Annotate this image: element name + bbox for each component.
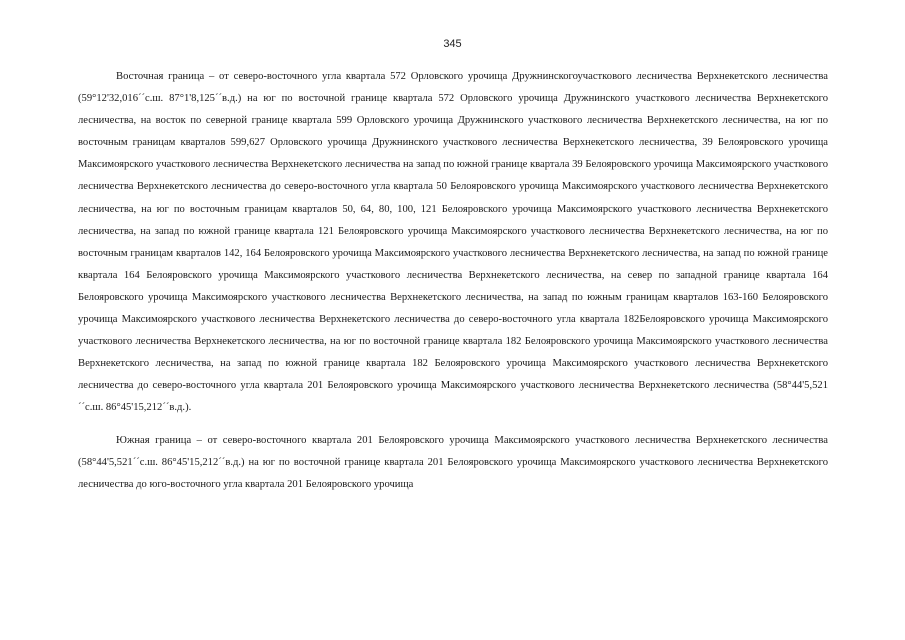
paragraph-eastern-boundary: Восточная граница – от северо-восточного угла квартала 572 Орловского урочища Дружнинскогоучасткового лесничества Верхнекетского лесничества (59°12'32,016´´с.ш. 87°1'8,125´´в.д.) на юг по восточной границе квартала 572 Орловского урочища Дружнинского участкового лесничества Верхнекетского лесничества, на восток по северной границе квартала 599 Орловского урочища Дружнинского участкового лесничества Верхнекетского лесничества, на юг по восточным границам кварталов 599,627 Орловского урочища Дружнинского участкового лесничества Верхнекетского лесничества, 39 Белояровского урочища Максимоярского участкового лесничества Верхнекетского лесничества на запад по южной границе квартала 39 Белояровского урочища Максимоярского участкового лесничества Верхнекетского лесничества до северо-восточного угла квартала 50 Белояровского урочища Максимоярского участкового лесничества Верхнекетского лесничества, на юг по восточным границам кварталов 50, 64, 80, 100, 121 Белояровского урочища Максимоярского участкового лесничества Верхнекетского лесничества, на запад по южной границе квартала 121 Белояровского урочища Максимоярского участкового лесничества Верхнекетского лесничества, на юг по восточным границам кварталов 142, 164 Белояровского урочища Максимоярского участкового лесничества Верхнекетского лесничества, на запад по южной границе квартала 164 Белояровского урочища Максимоярского участкового лесничества Верхнекетского лесничества, на север по западной границе квартала 164 Белояровского урочища Максимоярского участкового лесничества Верхнекетского лесничества, на запад по южным границам кварталов 163-160 Белояровского урочища Максимоярского участкового лесничества Верхнекетского лесничества до северо-восточного угла квартала 182Белояровского урочища Максимоярского участкового лесничества Верхнекетского лесничества, на юг по восточной границе квартала 182 Белояровского урочища Максимоярского участкового лесничества Верхнекетского лесничества, на запад по южной границе квартала 182 Белояровского урочища Максимоярского участкового лесничества Верхнекетского лесничества до северо-восточного угла квартала 201 Белояровского урочища Максимоярского участкового лесничества Верхнекетского лесничества (58°44'5,521´´с.ш. 86°45'15,212´´в.д.). xyxy=(78,71,828,414)
paragraph-southern-boundary: Южная граница – от северо-восточного квартала 201 Белояровского урочища Максимоярского участкового лесничества Верхнекетского лесничества (58°44'5,521´´с.ш. 86°45'15,212´´в.д.) на юг по восточной границе квартала 201 Белояровского урочища Максимоярского участкового лесничества Верхнекетского лесничества до юго-восточного угла квартала 201 Белояровского урочища xyxy=(78,434,828,490)
page-number: 345 xyxy=(443,38,462,50)
document-body xyxy=(78,66,828,496)
